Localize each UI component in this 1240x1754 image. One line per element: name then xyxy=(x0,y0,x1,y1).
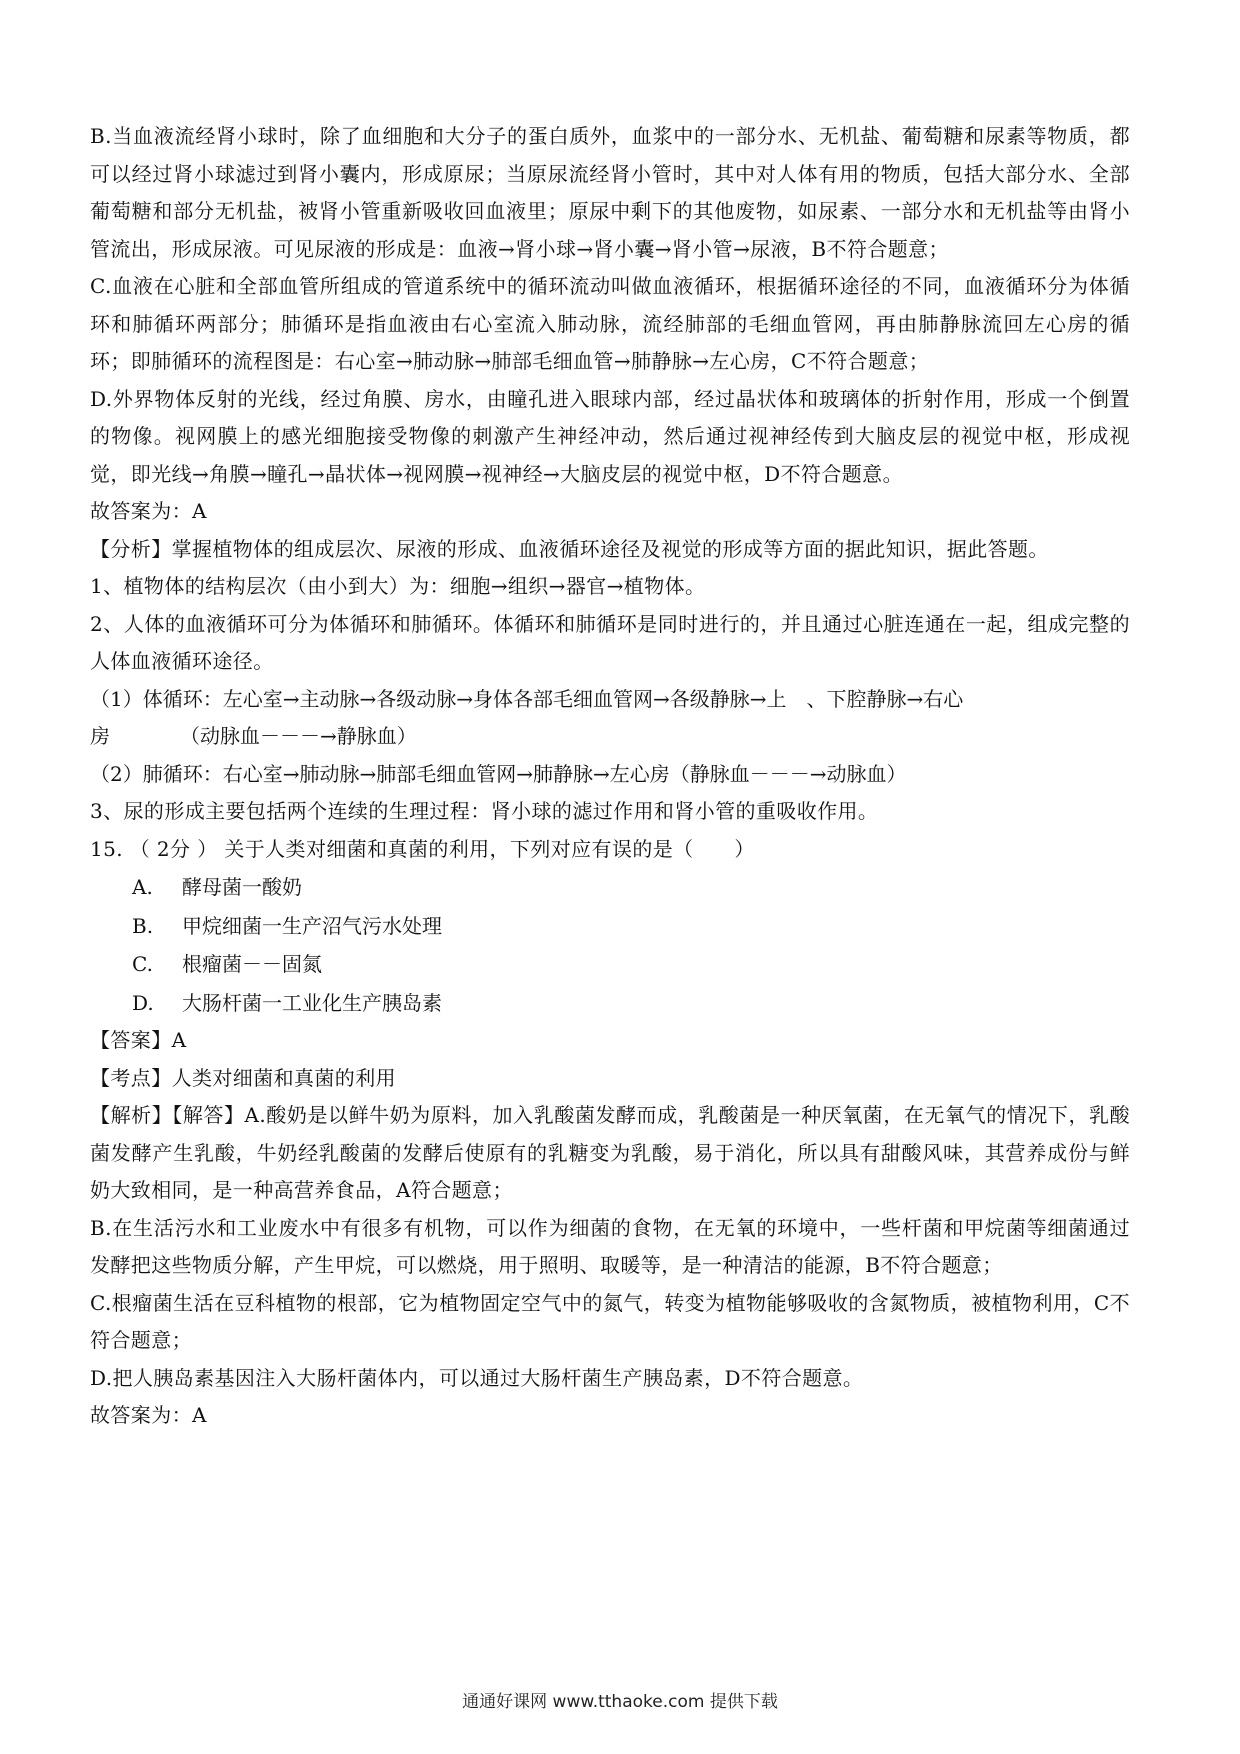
option-a-letter: A. xyxy=(132,875,153,899)
question-15: 15. （ 2分 ） 关于人类对细菌和真菌的利用，下列对应有误的是（ ） xyxy=(90,836,755,861)
systemic-circulation xyxy=(90,681,1130,756)
systemic-circulation-note: （动脉血－－－→静脉血） xyxy=(180,724,417,748)
analysis-heading: 【分析】掌握植物体的组成层次、尿液的形成、血液循环途径及视觉的形成等方面的据此知识，据此答题。 xyxy=(90,536,1049,561)
solution-d: D.把人胰岛素基因注入大肠杆菌体内，可以通过大肠杆菌生产胰岛素，D不符合题意。 xyxy=(90,1365,864,1390)
systemic-circulation-line1: （1）体循环：左心室→主动脉→各级动脉→身体各部毛细血管网→各级静脉→上 、下腔静脉→右心 xyxy=(90,686,964,711)
option-c-text: 根瘤菌－－固氮 xyxy=(182,952,322,976)
final-answer: 故答案为：A xyxy=(90,1403,207,1427)
solution-a: 【解析】【解答】A.酸奶是以鲜牛奶为原料，加入乳酸菌发酵而成，乳酸菌是一种厌氧菌，在无氧气的情况下，乳酸菌发酵产生乳酸，牛奶经乳酸菌的发酵后使原有的乳糖变为乳酸，易于消化，所以具有甜酸风味，其营养成份与鲜奶大致相同，是一种高营养食品，A符合题意； xyxy=(90,1103,1130,1202)
systemic-circulation-line2-start: 房 xyxy=(90,724,110,748)
analysis-point-3: 3、尿的形成主要包括两个连续的生理过程：肾小球的滤过作用和肾小管的重吸收作用。 xyxy=(90,799,879,823)
explanation-c: C.血液在心脏和全部血管所组成的管道系统中的循环流动叫做血液循环，根据循环途径的不同，血液循环分为体循环和肺循环两部分；肺循环是指血液由右心室流入肺动脉，流经肺部的毛细血管网，再由肺静脉流回左心房的循环；即肺循环的流程图是：右心室→肺动脉→肺部毛细血管→肺静脉→左心房，C不符合题意； xyxy=(90,274,1130,373)
pulmonary-circulation: （2）肺循环：右心室→肺动脉→肺部毛细血管网→肺静脉→左心房（静脉血－－－→动脉血） xyxy=(90,761,907,786)
answer-line: 故答案为：A xyxy=(90,499,207,523)
solution-c: C.根瘤菌生活在豆科植物的根部，它为植物固定空气中的氮气，转变为植物能够吸收的含氮物质，被植物利用，C不符合题意； xyxy=(90,1290,1130,1352)
answer-label: 【答案】A xyxy=(90,1028,187,1052)
analysis-point-2: 2、人体的血液循环可分为体循环和肺循环。体循环和肺循环是同时进行的，并且通过心脏连通在一起，组成完整的人体血液循环途径。 xyxy=(90,611,1130,673)
option-c xyxy=(90,945,1130,984)
option-d-text: 大肠杆菌一工业化生产胰岛素 xyxy=(182,990,442,1015)
explanation-b: B.当血液流经肾小球时，除了血细胞和大分子的蛋白质外，血浆中的一部分水、无机盐、葡萄糖和尿素等物质，都可以经过肾小球滤过到肾小囊内，形成原尿；当原尿流经肾小管时，其中对人体有用的物质，包括大部分水、全部葡萄糖和部分无机盐，被肾小管重新吸收回血液里；原尿中剩下的其他废物，如尿素、一部分水和无机盐等由肾小管流出，形成尿液。可见尿液的形成是：血液→肾小球→肾小囊→肾小管→尿液，B不符合题意； xyxy=(90,124,1130,261)
option-a-text: 酵母菌一酸奶 xyxy=(182,875,302,899)
solution-b: B.在生活污水和工业废水中有很多有机物，可以作为细菌的食物，在无氧的环境中，一些杆菌和甲烷菌等细菌通过发酵把这些物质分解，产生甲烷，可以燃烧，用于照明、取暖等，是一种清洁的能源，B不符合题意； xyxy=(90,1215,1130,1277)
option-c-letter: C. xyxy=(132,952,153,976)
topic-label: 【考点】人类对细菌和真菌的利用 xyxy=(90,1065,396,1090)
option-b-text: 甲烷细菌一生产沼气污水处理 xyxy=(182,913,442,938)
page-footer: 通通好课网 www.tthaoke.com 提供下载 xyxy=(462,1692,778,1712)
page-content xyxy=(90,118,1130,1435)
explanation-d: D.外界物体反射的光线，经过角膜、房水，由瞳孔进入眼球内部，经过晶状体和玻璃体的折射作用，形成一个倒置的物像。视网膜上的感光细胞接受物像的刺激产生神经冲动，然后通过视神经传到大脑皮层的视觉中枢，形成视觉，即光线→角膜→瞳孔→晶状体→视网膜→视神经→大脑皮层的视觉中枢，D不符合题意。 xyxy=(90,386,1130,486)
option-b-letter: B. xyxy=(132,913,154,938)
option-a xyxy=(90,868,1130,907)
analysis-point-1: 1、植物体的结构层次（由小到大）为：细胞→组织→器官→植物体。 xyxy=(90,574,706,598)
option-d xyxy=(90,984,1130,1023)
option-b xyxy=(90,907,1130,946)
option-d-letter: D. xyxy=(132,990,154,1015)
